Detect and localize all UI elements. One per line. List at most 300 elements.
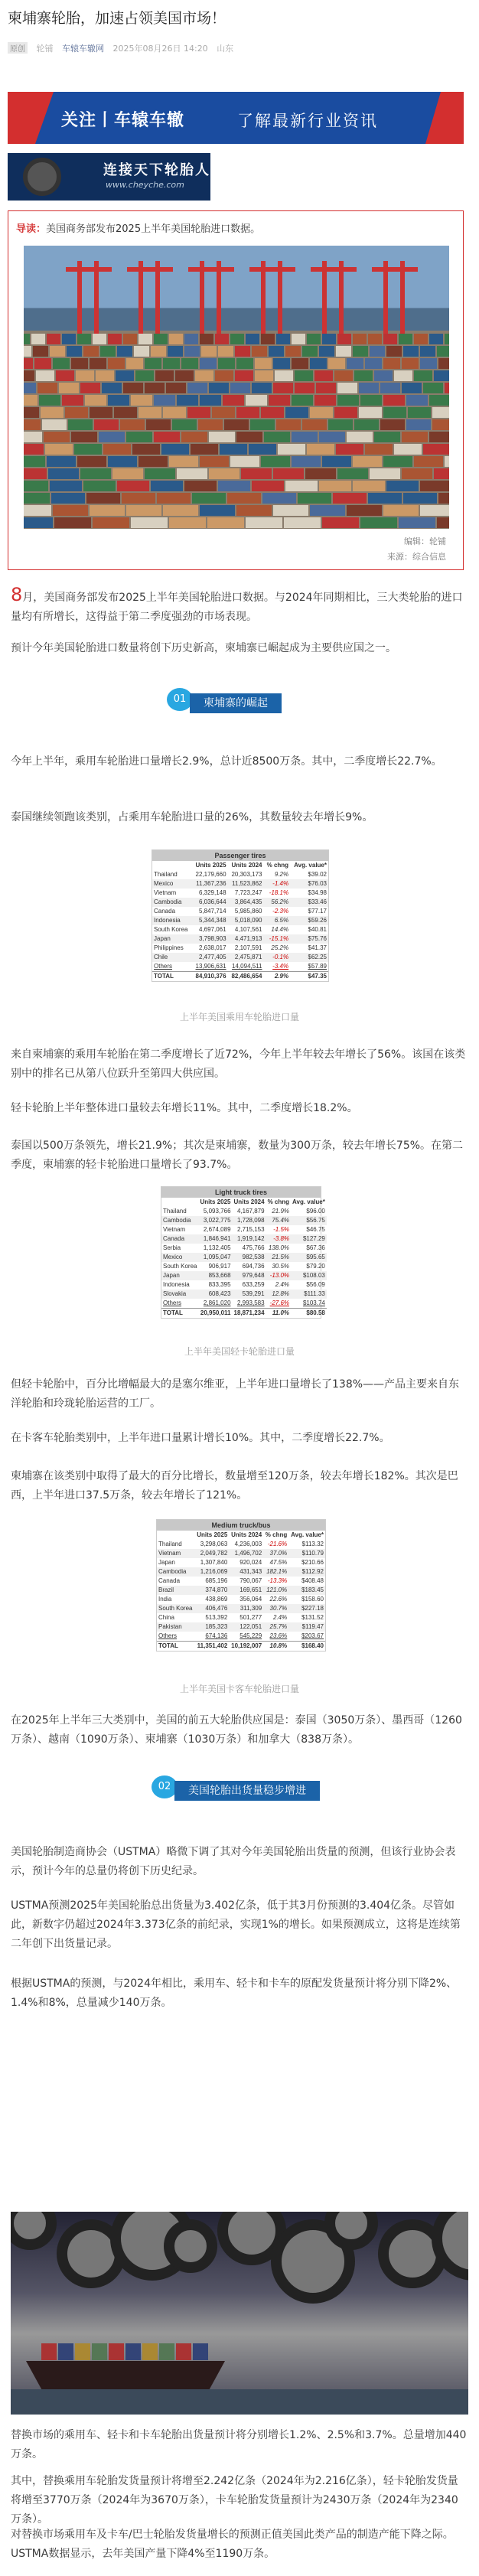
container-shape <box>154 395 175 406</box>
banner-title: 关注丨车辕车辙 <box>61 111 185 130</box>
table-cell: 853,668 <box>198 1271 232 1280</box>
table-cell: $56.09 <box>306 1281 325 1288</box>
container-shape <box>374 370 393 381</box>
container-shape <box>125 2343 141 2360</box>
table-cell: 11,351,402 <box>194 1642 229 1652</box>
container-shape <box>200 505 235 516</box>
container-shape <box>302 346 318 357</box>
table-cell: 22,179,660 <box>195 871 226 878</box>
table-cell: 406,476 <box>194 1604 229 1613</box>
container-shape <box>445 383 449 393</box>
table-row <box>152 898 328 907</box>
table-cell: 4,236,003 <box>234 1541 262 1547</box>
crane-shape <box>188 267 234 272</box>
container-shape <box>218 346 233 357</box>
container-shape <box>380 419 405 430</box>
container-shape <box>102 383 122 393</box>
table-cell: Philippines <box>154 944 184 951</box>
table-row <box>161 1280 327 1290</box>
table-cell: Thailand <box>163 1208 187 1215</box>
table-cell: -27.6% <box>269 1299 290 1306</box>
account-link[interactable]: 车辕车辙网 <box>62 44 104 54</box>
container-shape <box>58 2343 73 2360</box>
container-shape <box>207 517 244 528</box>
table-cell: $112.92 <box>288 1567 325 1577</box>
container-shape <box>218 358 235 369</box>
container-shape <box>230 383 250 393</box>
paragraph: 泰国以500万条领先，增长21.9%；其次是柬埔寨，数量为300万条，较去年增长75%。在第二季度，柬埔寨的轻卡轮胎进口量增长了93.7%。 <box>11 1140 464 1171</box>
section-label: 柬埔寨的崛起 <box>190 693 282 713</box>
table-cell: 1,132,405 <box>203 1244 231 1251</box>
container-shape <box>100 346 116 357</box>
container-shape <box>235 346 250 357</box>
container-shape <box>24 407 39 418</box>
column-header <box>157 1531 194 1540</box>
container-shape <box>370 346 385 357</box>
container-shape <box>429 432 449 442</box>
container-shape <box>284 517 321 528</box>
table-cell: 1,307,840 <box>200 1559 228 1566</box>
container-shape <box>37 383 57 393</box>
container-shape <box>59 383 79 393</box>
container-shape <box>161 444 189 455</box>
container-shape <box>319 432 345 442</box>
container-shape <box>276 334 290 344</box>
container-shape <box>334 370 353 381</box>
container-shape <box>218 481 250 491</box>
table-cell: Others <box>158 1632 178 1639</box>
container-shape <box>255 358 272 369</box>
intro-tag: 导读： <box>16 223 47 235</box>
table-cell: 182.1% <box>263 1567 288 1577</box>
container-shape <box>292 358 308 369</box>
table-cell: $168.40 <box>288 1642 325 1652</box>
container-shape <box>302 419 327 430</box>
table-cell: 539,291 <box>233 1290 266 1299</box>
table-cell: -15.1% <box>264 934 291 944</box>
figure-caption: 上半年美国卡客车轮胎进口量 <box>179 1684 299 1694</box>
source-credit: 来源：综合信息 <box>387 552 446 562</box>
table-row <box>161 1253 327 1262</box>
banner-subtitle: 了解最新行业资讯 <box>237 112 378 130</box>
container-shape <box>169 334 183 344</box>
container-shape <box>316 383 336 393</box>
container-shape <box>273 505 308 516</box>
container-shape <box>374 432 400 442</box>
table-cell: 122,051 <box>229 1622 263 1632</box>
container-shape <box>285 346 301 357</box>
passenger-tires-table <box>152 849 329 982</box>
table-cell: $33.46 <box>290 898 328 907</box>
table-cell: 9.2% <box>274 871 289 878</box>
container-shape <box>322 334 336 344</box>
table-cell: 138.0% <box>268 1244 290 1251</box>
container-shape <box>402 358 419 369</box>
table-cell: Japan <box>152 934 192 944</box>
container-shape <box>24 444 44 455</box>
container-shape <box>191 444 218 455</box>
paragraph: 8月，美国商务部发布2025上半年美国轮胎进口数据。与2024年同期相比，三大类轮胎的进口量均有所增长，这得益于第二季度强劲的市场表现。 <box>11 584 463 623</box>
container-shape <box>310 358 327 369</box>
table-row <box>161 1234 327 1244</box>
table-row <box>152 916 328 925</box>
container-shape <box>86 493 120 504</box>
container-shape <box>383 334 397 344</box>
container-shape <box>438 493 449 504</box>
table-row <box>161 1225 327 1234</box>
table-cell: -13.3% <box>267 1577 288 1584</box>
table-cell: 2.4% <box>275 1281 290 1288</box>
table-cell: 2,674,089 <box>203 1226 231 1233</box>
table-cell: 833,395 <box>208 1281 231 1288</box>
container-shape <box>295 370 313 381</box>
table-title: Passenger tires <box>152 850 328 861</box>
container-shape <box>47 334 60 344</box>
container-shape <box>347 432 373 442</box>
table-row <box>161 1290 327 1299</box>
table-row <box>157 1540 325 1549</box>
container-shape <box>112 468 143 479</box>
container-shape <box>285 481 318 491</box>
table-cell: 82,486,654 <box>228 972 264 982</box>
container-shape <box>132 444 160 455</box>
container-shape <box>347 505 382 516</box>
column-header: Avg. value* <box>292 1198 325 1205</box>
container-shape <box>24 468 47 479</box>
table-cell: 2,638,017 <box>198 944 226 951</box>
table-cell: $76.03 <box>290 879 328 889</box>
table-cell: 121.0% <box>263 1586 288 1595</box>
container-shape <box>261 456 290 467</box>
table-cell: 513,392 <box>205 1614 228 1621</box>
table-cell: Cambodia <box>152 898 192 907</box>
container-shape <box>386 346 402 357</box>
container-shape <box>53 505 88 516</box>
container-shape <box>434 468 449 479</box>
article-meta <box>8 42 240 54</box>
table-cell: India <box>158 1596 172 1603</box>
table-cell: 75.4% <box>266 1216 291 1225</box>
container-shape <box>62 395 83 406</box>
table-row <box>152 934 328 944</box>
container-shape <box>108 395 129 406</box>
column-header: % chng <box>267 1198 290 1205</box>
table-cell: $62.25 <box>290 953 328 962</box>
container-shape <box>386 481 419 491</box>
editor-credit: 编辑：轮铺 <box>404 536 446 546</box>
crane-shape <box>77 261 82 334</box>
table-cell: 25.2% <box>271 944 289 951</box>
table-cell: 10,192,007 <box>229 1642 263 1652</box>
container-shape <box>292 334 305 344</box>
logo-url: www.cheyche.com <box>106 180 184 190</box>
table-cell: 374,870 <box>194 1586 229 1595</box>
table-cell: $95.65 <box>291 1253 327 1262</box>
container-shape <box>273 468 304 479</box>
container-shape <box>131 395 152 406</box>
table-cell: 5,093,766 <box>203 1208 231 1215</box>
container-shape <box>383 395 405 406</box>
table-cell: 674,136 <box>205 1632 228 1639</box>
table-cell: 2,715,153 <box>236 1226 265 1233</box>
container-shape <box>252 346 267 357</box>
table-cell: -1.5% <box>273 1226 290 1233</box>
table-cell: 12.8% <box>266 1290 291 1299</box>
container-shape <box>360 517 397 528</box>
table-cell: -1.4% <box>264 879 291 889</box>
paragraph: 替换市场的乘用车、轻卡和卡车轮胎出货量预计将分别增长1.2%、2.5%和3.7%。总量增加440万条。 <box>11 2429 467 2460</box>
table-row <box>152 962 328 972</box>
container-shape <box>24 481 48 491</box>
container-shape <box>117 346 132 357</box>
table-cell: $127.29 <box>291 1234 327 1244</box>
paragraph: 柬埔寨在该类别中取得了最大的百分比增长，数量增至120万条，较去年增长182%。其次是巴西，上半年进口37.5万条，较去年增长了121%。 <box>11 1470 458 1502</box>
table-row <box>157 1613 325 1622</box>
table-cell: 10.8% <box>263 1642 288 1652</box>
table-cell: $77.17 <box>308 908 327 915</box>
table-row <box>157 1549 325 1558</box>
container-shape <box>432 407 449 418</box>
container-shape <box>246 395 267 406</box>
container-shape <box>24 456 45 467</box>
crane-shape <box>138 261 143 334</box>
container-shape <box>24 419 41 430</box>
paragraph: 在2025年上半年三大类别中，美国的前五大轮胎供应国是：泰国（3050万条）、墨西哥（1260万条）、越南（1090万条）、柬埔寨（1030万条）和加拿大（838万条）。 <box>11 1714 462 1746</box>
paragraph: 今年上半年，乘用车轮胎进口量增长2.9%，总计近8500万条。其中，二季度增长22.7%。 <box>11 755 442 768</box>
paragraph: 其中，替换乘用车轮胎发货量预计将增至2.242亿条（2024年为2.216亿条），轻卡轮胎发货量将增至3770万条（2024年为3670万条），卡车轮胎发货量预计为2430万条（2024年为2340万条）。 <box>11 2475 458 2525</box>
container-shape <box>126 505 161 516</box>
paragraph: 在卡客车轮胎类别中，上半年进口量累计增长10%。其中，二季度增长22.7%。 <box>11 1432 390 1444</box>
container-shape <box>151 481 183 491</box>
container-shape <box>108 358 125 369</box>
table-cell: South Korea <box>154 926 188 933</box>
container-shape <box>181 358 198 369</box>
table-row <box>157 1604 325 1613</box>
paragraph: 泰国继续领跑该类别，占乘用车轮胎进口量的26%，其数量较去年增长9%。 <box>11 811 373 823</box>
container-shape <box>71 432 97 442</box>
container-shape <box>322 517 359 528</box>
table-cell: 475,766 <box>242 1244 265 1251</box>
container-shape <box>24 346 31 357</box>
table-cell: 14,094,511 <box>232 963 262 970</box>
container-shape <box>145 358 161 369</box>
container-shape <box>114 407 137 418</box>
container-shape <box>76 370 94 381</box>
container-shape <box>414 456 443 467</box>
container-shape <box>24 432 42 442</box>
container-shape <box>215 370 233 381</box>
container-shape <box>122 493 155 504</box>
table-cell: 2,477,405 <box>192 953 228 962</box>
table-cell: $40.81 <box>308 926 327 933</box>
container-shape <box>201 346 217 357</box>
container-shape <box>33 346 48 357</box>
container-shape <box>370 468 400 479</box>
container-shape <box>402 468 432 479</box>
table-cell: 2,049,782 <box>194 1549 229 1558</box>
container-shape <box>337 383 357 393</box>
container-shape <box>184 481 217 491</box>
container-shape <box>198 419 223 430</box>
paragraph: 来自柬埔寨的乘用车轮胎在第二季度增长了近72%，今年上半年较去年增长了56%。该国在该类别中的排名已从第八位跃升至第四大供应国。 <box>11 1048 466 1080</box>
table-cell: Vietnam <box>163 1226 186 1233</box>
table-row <box>152 953 328 962</box>
container-shape <box>53 358 70 369</box>
logo-slogan: 连接天下轮胎人 <box>103 162 210 178</box>
table-cell: $96.00 <box>306 1208 325 1215</box>
container-shape <box>154 334 168 344</box>
container-shape <box>402 432 428 442</box>
table-row <box>152 972 328 982</box>
paragraph: 预计今年美国轮胎进口数量将创下历史新高，柬埔寨已崛起成为主要供应国之一。 <box>11 642 396 654</box>
container-shape <box>168 346 183 357</box>
table-row <box>161 1216 327 1225</box>
container-shape <box>246 517 282 528</box>
container-shape <box>353 346 368 357</box>
table-cell: Canada <box>161 1234 198 1244</box>
container-shape <box>408 407 431 418</box>
container-shape <box>123 334 137 344</box>
author: 轮铺 <box>36 44 54 54</box>
container-shape <box>383 505 419 516</box>
table-cell: $39.02 <box>308 871 327 878</box>
container-shape <box>187 407 210 418</box>
table-cell: 21.9% <box>272 1208 290 1215</box>
container-shape <box>175 370 194 381</box>
container-shape <box>333 493 367 504</box>
column-header <box>161 1198 198 1207</box>
container-shape <box>176 2343 191 2360</box>
container-shape <box>24 493 50 504</box>
column-header: Avg. value* <box>294 862 327 869</box>
container-shape <box>224 419 249 430</box>
container-shape <box>437 346 449 357</box>
crane-shape <box>261 261 266 334</box>
table-cell: -3.8% <box>266 1234 291 1244</box>
table-cell: Slovakia <box>161 1290 198 1299</box>
container-shape <box>403 346 419 357</box>
container-shape <box>305 468 336 479</box>
table-cell: -13.0% <box>266 1271 291 1280</box>
table-cell: 30.7% <box>263 1604 288 1613</box>
container-shape <box>80 383 100 393</box>
table-cell: $111.33 <box>291 1290 327 1299</box>
container-shape <box>432 419 449 430</box>
container-shape <box>215 334 229 344</box>
container-shape <box>255 370 273 381</box>
container-shape <box>285 407 308 418</box>
container-shape <box>200 358 217 369</box>
table-cell: $34.98 <box>308 889 327 896</box>
table-cell: 6.5% <box>264 916 291 925</box>
container-shape <box>68 419 93 430</box>
container-shape <box>273 358 290 369</box>
table-cell: $131.52 <box>301 1614 324 1621</box>
container-shape <box>169 456 198 467</box>
location: 山东 <box>217 44 234 54</box>
container-shape <box>236 505 272 516</box>
table-row <box>157 1577 325 1586</box>
crane-shape <box>383 261 388 334</box>
container-shape <box>44 432 70 442</box>
table-cell: 11.0% <box>266 1309 291 1319</box>
column-header: % chng <box>265 1531 288 1538</box>
table-cell: $67.36 <box>306 1244 325 1251</box>
container-shape <box>56 370 74 381</box>
container-shape <box>220 444 247 455</box>
container-shape <box>195 370 213 381</box>
table-cell: $75.76 <box>290 934 328 944</box>
ship-hull-shape <box>26 2361 225 2390</box>
container-shape <box>347 358 363 369</box>
container-shape <box>310 505 345 516</box>
container-shape <box>184 346 200 357</box>
table-cell: Mexico <box>152 879 192 889</box>
container-shape <box>24 334 30 344</box>
table-cell: China <box>158 1614 174 1621</box>
container-shape <box>353 334 367 344</box>
container-shape <box>365 358 382 369</box>
container-shape <box>420 358 437 369</box>
intro-box <box>8 210 464 570</box>
container-shape <box>261 407 284 418</box>
table-cell: 47.5% <box>269 1559 288 1566</box>
container-shape <box>77 334 91 344</box>
table-cell: 2.4% <box>273 1614 288 1621</box>
table-cell: 906,917 <box>208 1263 231 1270</box>
container-shape <box>83 346 99 357</box>
container-shape <box>159 2343 174 2360</box>
container-shape <box>117 481 149 491</box>
container-shape <box>249 444 276 455</box>
table-cell: 6,036,644 <box>192 898 228 907</box>
container-shape <box>445 334 449 344</box>
table-cell: 1,496,702 <box>229 1549 263 1558</box>
table-cell: 979,648 <box>233 1271 266 1280</box>
table-cell: Serbia <box>163 1244 181 1251</box>
container-shape <box>236 358 253 369</box>
section-number: 02 <box>152 1775 178 1798</box>
container-shape <box>90 407 112 418</box>
container-shape <box>337 468 368 479</box>
table-cell: South Korea <box>157 1604 194 1613</box>
crane-shape <box>66 267 112 272</box>
light-truck-tires-table <box>161 1186 325 1319</box>
container-shape <box>31 334 45 344</box>
container-shape <box>138 334 152 344</box>
container-shape <box>445 456 449 467</box>
container-shape <box>227 493 261 504</box>
container-shape <box>39 395 60 406</box>
table-cell: 3,864,435 <box>228 898 264 907</box>
table-cell: 20,950,011 <box>198 1309 232 1319</box>
table-row <box>161 1271 327 1280</box>
container-shape <box>399 517 435 528</box>
table-cell: 5,985,860 <box>234 908 262 915</box>
follow-banner[interactable] <box>8 92 464 144</box>
tire-shape <box>164 2219 217 2273</box>
paragraph: 但轻卡轮胎中，百分比增幅最大的是塞尔维亚，上半年进口量增长了138%——产品主要来自东洋轮胎和玲珑轮胎运营的工厂。 <box>11 1378 460 1410</box>
table-row <box>161 1309 327 1319</box>
publish-date: 2025年08月26日 14:20 <box>112 44 208 54</box>
container-shape <box>193 2343 208 2360</box>
container-shape <box>402 383 422 393</box>
container-shape <box>429 334 443 344</box>
table-cell: $119.47 <box>288 1622 325 1632</box>
container-shape <box>223 395 244 406</box>
container-shape <box>94 419 119 430</box>
container-shape <box>403 493 437 504</box>
